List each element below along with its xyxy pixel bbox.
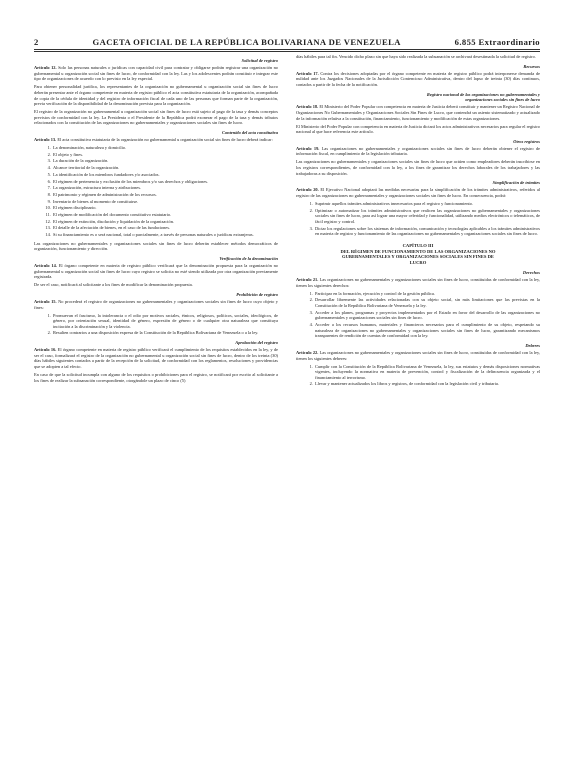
chapter-title-line: LUCRO <box>409 260 427 266</box>
article-label: Artículo 16. <box>34 347 57 353</box>
list-item: 13. El detalle de la afectación de bienes, en el caso de las fundaciones. <box>52 225 278 231</box>
list-item: 3. La duración de la organización. <box>52 158 278 164</box>
article-12 <box>34 65 278 82</box>
section-title-cont: organizaciones sociales sin fines de lucro <box>465 97 540 103</box>
article-label: Artículo 12. <box>34 65 57 71</box>
list-item: 1. Cumplir con la Constitución de la República Bolivariana de Venezuela, la ley, sus estatutos y demás disposiciones normativas vigentes, incluyendo la normativa en materia de prevención, control y fiscalización de la delincuencia organizada y el financiamiento al terrorismo. <box>314 364 540 381</box>
article-label: Artículo 19. <box>296 145 320 151</box>
list-item: 1. La denominación, naturaleza y domicilio. <box>52 145 278 151</box>
article-label: Artículo 15. <box>34 298 57 304</box>
issue-number: 6.855 Extraordinario <box>454 37 540 47</box>
list-item: 7. La organización, estructura interna y atribuciones. <box>52 185 278 191</box>
article-text: Solo las personas naturales o jurídicas con capacidad civil para contratar y obligarse podrán registrar una organización no gubernamental u organización social sin fines de lucro, de conformidad con la ley. Las y los adolescentes podrán constituir e integrar este tipo de organizaciones de acuerdo con lo previsto en la ley especial. <box>34 65 278 82</box>
section-title: Derechos <box>522 269 540 275</box>
page-number: 2 <box>34 37 39 47</box>
paragraph: Las organizaciones no gubernamentales y organizaciones sociales sin fines de lucro que actúen como empleadores deberán inscribirse en los registros correspondientes, de conformidad con la ley, a los fines de garantizar los derechos laborales de los trabajadores y las trabajadoras a su disposición. <box>296 159 540 176</box>
list-item: 3. Dictar los regulaciones sobre los sistemas de información, comunicación y tecnologías aplicables a los trámites administrativos en materia de registro y funcionamiento de las organizaciones no gubernamentales y organizaciones sociales sin fines de lucro. <box>314 226 540 237</box>
article-text: El Ejecutivo Nacional adoptará las medidas necesarias para la simplificación de los trámites administrativos, referidos al registro de las organizaciones no gubernamentales y organizaciones sociales sin fines de lucro. En consecuencia, podrá: <box>296 187 540 199</box>
list-item: 10. El régimen disciplinario. <box>52 205 278 211</box>
article-label: Artículo 13. <box>34 137 57 143</box>
section-title: Otros registros <box>513 138 540 144</box>
article-text: Las organizaciones no gubernamentales y organizaciones sociales sin fines de lucro deberán obtener el registro de información fiscal, en cumplimiento de la legislación tributaria. <box>296 145 540 157</box>
paragraph: El registro de la organización no gubernamental u organización social sin fines de lucro está sujeto al pago de la tasa y demás conceptos previstos de conformidad con la ley. La Presidenta o el Presidente de la República podrá exonerar el pago de la tasa y demás tributos relacionados con la constitución de las organizaciones no gubernamentales y organizaciones sociales sin fines de lucro. <box>34 109 278 126</box>
paragraph: días hábiles para tal fin. Vencido dicho plazo sin que haya sido realizada la subsanación se archivará desestimada la solicitud de registro. <box>296 54 536 59</box>
paragraph: Para obtener personalidad jurídica, los representantes de la organización no gubernamental u organización social sin fines de lucro deberán presentar ante el órgano competente en materia de registro público el acta constitutiva estatutaria de la organización, acompañada de copia de la cédula de identidad y del registro de información fiscal de cada uno de las personas que forman parte de la organización, previa verificación de la disponibilidad de la denominación prevista para la organización. <box>34 84 278 107</box>
list-item: 2. Llevar y mantener actualizados los libros y registros, de conformidad con la legislación civil y tributaria. <box>314 381 540 387</box>
article-label: Artículo 14. <box>34 262 57 268</box>
chapter-number: CAPÍTULO III <box>402 242 434 248</box>
section-title: Recursos <box>523 63 540 69</box>
header-rule-second <box>34 51 540 52</box>
list-item: 4. Alcance territorial de la organización. <box>52 165 278 171</box>
chapter-title-line: DEL RÉGIMEN DE FUNCIONAMIENTO DE LAS ORGANIZACIONES NO <box>340 248 496 254</box>
list-item: 2. Resulten contrarios a una disposición expresa de la Constitución de la República Bolivariana de Venezuela o a la ley. <box>52 330 278 336</box>
article-16 <box>34 347 278 369</box>
rights-list <box>296 291 540 339</box>
list-item: 9. Inventario de bienes al momento de constituirse. <box>52 199 278 205</box>
list-item: 6. El régimen de pertenencia y exclusión de los miembros y/o sus derechos y obligaciones. <box>52 179 278 185</box>
chapter-heading <box>296 243 540 266</box>
paragraph: Las organizaciones no gubernamentales y organizaciones sociales sin fines de lucro deberán establecer métodos democráticos de organización, funcionamiento y dirección. <box>34 240 278 252</box>
list-item: 2. El objeto y fines. <box>52 152 278 158</box>
article-label: Artículo 18. <box>296 104 319 110</box>
article-15 <box>34 299 278 310</box>
section-title: Prohibición de registro <box>236 291 278 297</box>
article-13 <box>34 137 278 143</box>
article-text: Las organizaciones no gubernamentales y organizaciones sociales sin fines de lucro, constituidas de conformidad con la ley, tienen los siguientes deberes: <box>296 349 540 361</box>
article-20 <box>296 187 540 198</box>
section-title: Simplificación de trámites <box>492 180 540 186</box>
article-label: Artículo 17. <box>296 70 319 76</box>
article-text: El órgano competente en materia de registro público verificará que la denominación propuesta para la organización no gubernamental u organización social sin fines de lucro cuyo registro se solicita no esté siendo utilizada por otra organización previamente registrada. <box>34 262 278 280</box>
right-column <box>296 54 540 390</box>
chapter-title-line: GUBERNAMENTALES Y ORGANIZACIONES SOCIALES SIN FINES DE <box>342 254 494 260</box>
list-item: 4. Acceder a los recursos humanos, materiales y financieros necesarios para el cumplimiento de su objeto, respetando su naturaleza de organizaciones no gubernamentales y organizaciones sociales sin fines de lucro, garantizando mecanismos transparentes de rendición de cuentas de conformidad con la ley. <box>314 322 540 339</box>
article-text: El acta constitutiva estatutaria de la organización no gubernamental u organización social sin fines de lucro deberá indicar: <box>57 137 273 143</box>
list-item: 8. El patrimonio y régimen de administración de los recursos. <box>52 192 278 198</box>
list-item: 3. Acceder a los planes, programas y proyectos implementados por el Estado en favor del desarrollo de las organizaciones no gubernamentales y organizaciones sociales sin fines de lucro. <box>314 310 540 321</box>
paragraph: El Ministerio del Poder Popular con competencia en materia de Justicia dictará los actos administrativos necesarios para regular el registro nacional al que hace referencia este artículo. <box>296 123 540 135</box>
article-22 <box>296 350 540 361</box>
section-title: Aprobación del registro <box>235 339 278 345</box>
left-column <box>34 54 278 386</box>
article-17 <box>296 71 540 88</box>
duties-list <box>296 364 540 387</box>
header-rule <box>34 49 540 50</box>
article-21 <box>296 277 540 288</box>
list-item: 1. Participar en la formación, ejecución y control de la gestión pública. <box>314 291 540 297</box>
section-title: Verificación de la denominación <box>219 255 278 261</box>
paragraph: En caso de que la solicitud incumpla con alguno de los requisitos o prohibiciones para el registro, se notificará por escrito al solicitante a los fines de realizar la subsanación correspondiente, otorgándole un plazo de cinco (5) <box>34 371 278 383</box>
article-19 <box>296 146 540 157</box>
article-14 <box>34 263 278 280</box>
article-18 <box>296 104 540 121</box>
article-text: Contra los decisiones adoptadas por el órgano competente en materia de registro público podrá interponerse demanda de nulidad ante los Juzgados Nacionales de la Jurisdicción Contencioso Administrativa, dentro del lapso de treinta (30) días continuos, contados a partir de la fecha de la notificación. <box>296 70 540 87</box>
prohibitions-list <box>34 313 278 336</box>
article-text: No procederá el registro de organizaciones no gubernamentales y organizaciones sociales sin fines de lucro cuyo objeto y fines: <box>34 298 278 310</box>
page-header <box>34 36 540 48</box>
article-label: Artículo 22. <box>296 349 319 355</box>
article-text: El Ministerio del Poder Popular con competencia en materia de Justicia deberá constituir y mantener un Registro Nacional de Organizaciones No Gubernamentales y Organizaciones Sociales Sin Fines de Lucro, que contendrá un asiento sistematizado y actualizado de la información relativa a la constitución, financiamiento, funcionamiento y modificación de estas organizaciones. <box>296 104 540 121</box>
list-item: 11. El régimen de modificación del documento constitutivo estatutario. <box>52 212 278 218</box>
article-label: Artículo 20. <box>296 187 319 193</box>
requirements-list <box>34 145 278 238</box>
gazette-title: GACETA OFICIAL DE LA REPÚBLICA BOLIVARIANA DE VENEZUELA <box>92 37 401 47</box>
article-text: Las organizaciones no gubernamentales y organizaciones sociales sin fines de lucro, constituidas de conformidad con la ley, tienen los siguientes derechos: <box>296 277 540 288</box>
list-item: 2. Optimizar o automatizar los trámites administrativos que realicen las organizaciones no gubernamentales y organizaciones sociales sin fines de lucro, para así lograr una mayor celeridad y funcionalidad, utilizando medios electrónicos o telemáticos, de fácil registro y control. <box>314 208 540 225</box>
section-title: Contenido del acta constitutiva <box>222 129 278 135</box>
section-title: Solicitud de registro <box>241 58 278 63</box>
list-item: 14. Si su financiamiento es o será nacional, total o parcialmente, a través de personas naturales o jurídicas extranjeras. <box>52 232 278 238</box>
measures-list <box>296 201 540 237</box>
list-item: 2. Desarrollar libremente las actividades relacionadas con su objeto social, sin más limitaciones que las previstas en la Constitución de la República Bolivariana de Venezuela y la ley. <box>314 297 540 308</box>
list-item: 1. Promuevan el fascismo, la intolerancia o el odio por motivos raciales, étnicos, religiosos, políticos, sociales, ideológicos, de género, por orientación sexual, identidad de género, expresión de género o de cualquier otra naturaleza que constituya incitación a la discriminación y la violencia. <box>52 313 278 330</box>
article-label: Artículo 21. <box>296 277 319 283</box>
article-text: El órgano competente en materia de registro público verificará el cumplimiento de los requisitos establecidos en la ley, y de ser el caso, formalizará el registro de la organización no gubernamental u organización social sin fines de lucro, dentro de los treinta (30) días hábiles siguientes contados a partir de la recepción de la solicitud, de conformidad con los reglamentos, resoluciones y providencias que se adopten a tal efecto. <box>34 347 279 369</box>
section-title: Registro nacional de las organizaciones no gubernamentales y <box>426 91 540 97</box>
section-title: Deberes <box>525 342 540 348</box>
list-item: 5. La identificación de los miembros fundadores y/o asociados. <box>52 172 278 178</box>
list-item: 12. El régimen de extinción, disolución y liquidación de la organización. <box>52 219 278 225</box>
paragraph: De ser el caso, notificará al solicitante a los fines de modificar la denominación propuesta. <box>34 282 193 288</box>
list-item: 1. Suprimir aquellos trámites administrativos innecesarios para el registro y funcionamiento. <box>314 201 540 207</box>
